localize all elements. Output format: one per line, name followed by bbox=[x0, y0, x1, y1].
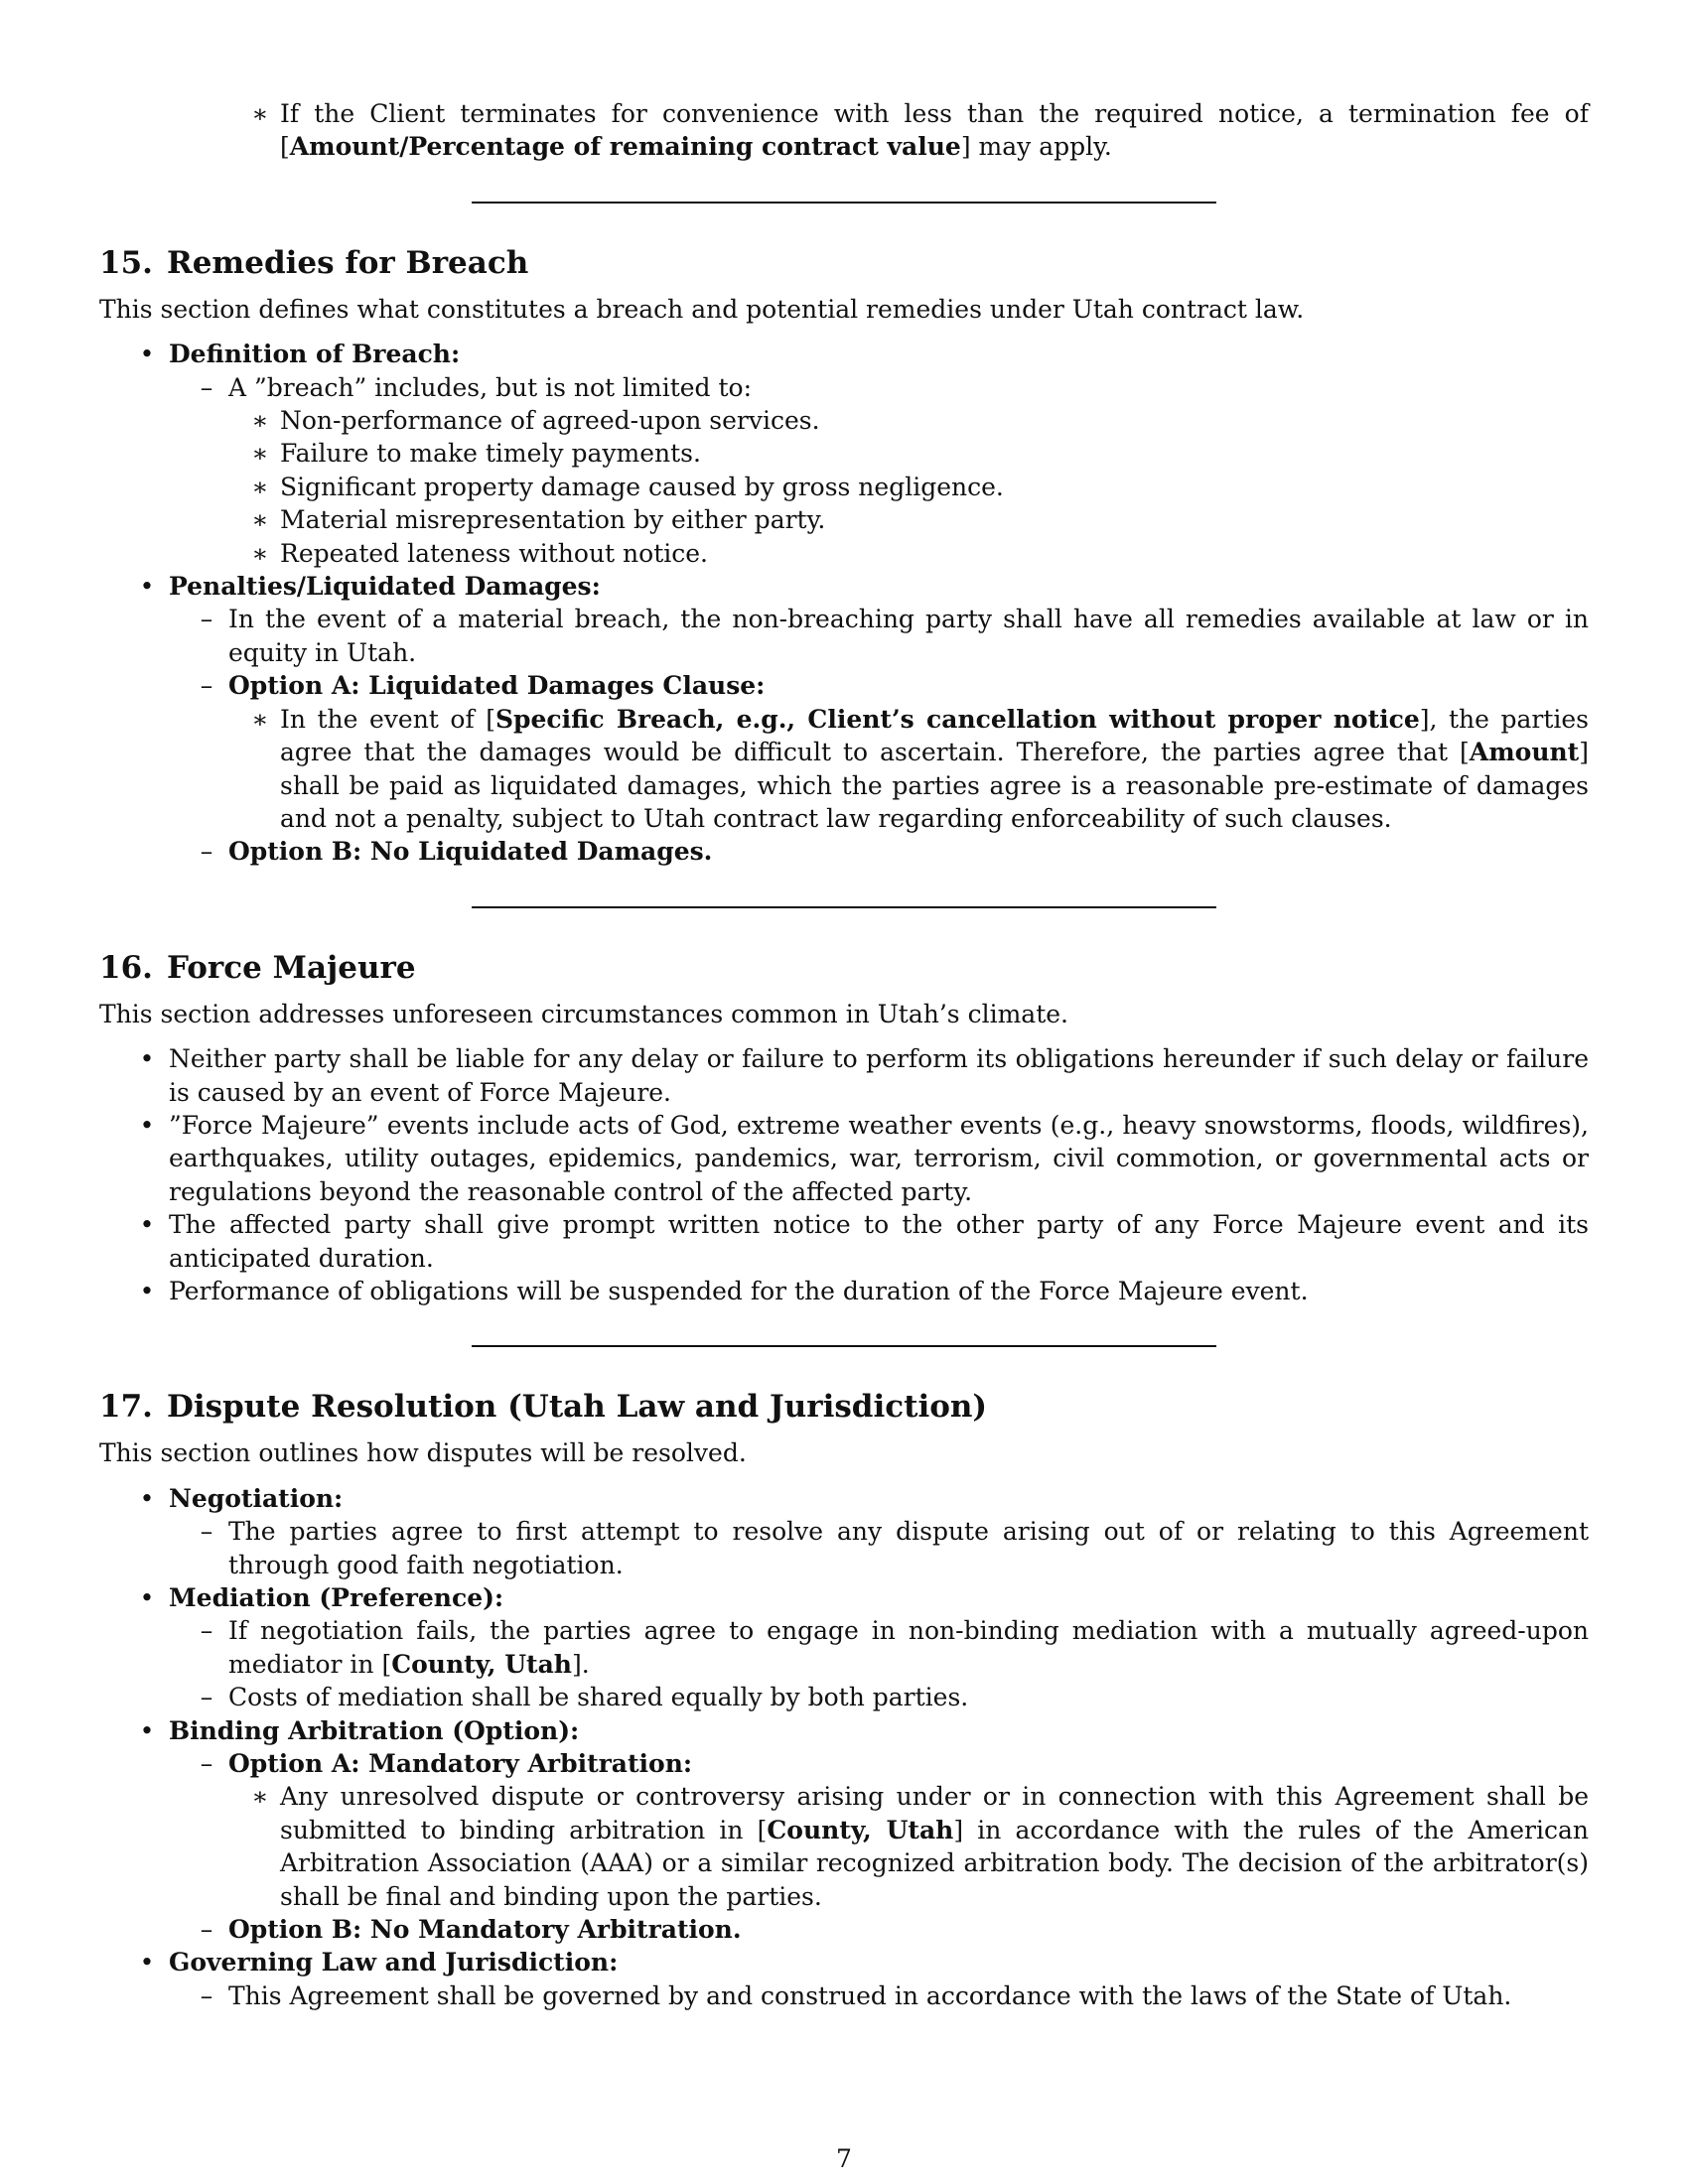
definition-of-breach-label: Definition of Breach: bbox=[169, 340, 461, 369]
asterisk-marker: ∗ bbox=[251, 439, 269, 469]
mediation-label: Mediation (Preference): bbox=[169, 1583, 504, 1612]
asterisk-marker: ∗ bbox=[251, 505, 269, 535]
bullet-marker: • bbox=[139, 1583, 155, 1612]
mediation-text: If negotiation fails, the parties agree to engage in non-binding mediation with a mutually agreed-upon mediator in [County, Utah]. bbox=[228, 1616, 1589, 1679]
list-item bbox=[99, 1515, 1589, 1581]
mediation-costs-text: Costs of mediation shall be shared equally by both parties. bbox=[228, 1683, 969, 1712]
force-majeure-item: Performance of obligations will be suspended for the duration of the Force Majeure event. bbox=[169, 1276, 1309, 1305]
list-item bbox=[99, 503, 1589, 536]
penalties-text: In the event of a material breach, the non-breaching party shall have all remedies available at law or in equity in Utah. bbox=[228, 605, 1589, 667]
termination-fee-text: If the Client terminates for convenience with less than the required notice, a termination fee of [Amount/Percentage of remaining contract value] may apply. bbox=[280, 99, 1589, 162]
bullet-marker: • bbox=[139, 1483, 155, 1513]
list-item bbox=[99, 669, 1589, 702]
asterisk-marker: ∗ bbox=[251, 538, 269, 568]
list-item bbox=[99, 1581, 1589, 1614]
penalties-label: Penalties/Liquidated Damages: bbox=[169, 572, 601, 602]
list-item bbox=[99, 1614, 1589, 1681]
section-divider bbox=[472, 1345, 1216, 1347]
option-a-label: Option A: Liquidated Damages Clause: bbox=[228, 671, 766, 701]
force-majeure-item: The affected party shall give prompt written notice to the other party of any Force Majeure event and its anticipated duration. bbox=[169, 1210, 1589, 1273]
bullet-marker: • bbox=[139, 1044, 155, 1074]
section-divider bbox=[472, 202, 1216, 204]
section-heading-17: 17. Dispute Resolution (Utah Law and Jurisdiction) bbox=[99, 1389, 988, 1426]
list-item bbox=[99, 404, 1589, 437]
asterisk-marker: ∗ bbox=[251, 1782, 269, 1812]
section-heading-16: 16. Force Majeure bbox=[99, 949, 416, 986]
dash-marker: – bbox=[200, 837, 213, 867]
list-item bbox=[99, 1681, 1589, 1713]
breach-item: Failure to make timely payments. bbox=[280, 439, 701, 469]
document-page bbox=[99, 97, 1589, 2012]
governing-law-text: This Agreement shall be governed by and construed in accordance with the laws of the State of Utah. bbox=[228, 1980, 1512, 2010]
list-item bbox=[99, 537, 1589, 570]
bullet-marker: • bbox=[139, 572, 155, 602]
list-item bbox=[99, 835, 1589, 868]
list-item bbox=[99, 1714, 1589, 1747]
list-item bbox=[99, 471, 1589, 503]
list-item bbox=[99, 1208, 1589, 1275]
list-item bbox=[99, 1946, 1589, 1979]
liquidated-damages-text: In the event of [Specific Breach, e.g., Client’s cancellation without proper notice], the parties agree that the damages would be difficult to ascertain. Therefore, the parties agree that [Amount] shall be paid as liquidated damages, which the parties agree is a reasonable pre-estimate of damages and not a penalty, subject to Utah contract law regarding enforceability of such clauses. bbox=[280, 704, 1590, 833]
asterisk-marker: ∗ bbox=[251, 99, 269, 128]
dash-marker: – bbox=[200, 1915, 213, 1945]
asterisk-marker: ∗ bbox=[251, 704, 269, 734]
dash-marker: – bbox=[200, 1616, 213, 1646]
dash-marker: – bbox=[200, 1683, 213, 1712]
list-item bbox=[99, 1747, 1589, 1780]
section-heading-15: 15. Remedies for Breach bbox=[99, 244, 529, 281]
dash-marker: – bbox=[200, 1980, 213, 2010]
dash-marker: – bbox=[200, 1749, 213, 1779]
section-intro: This section defines what constitutes a breach and potential remedies under Utah contract law. bbox=[99, 294, 1305, 324]
list-item bbox=[99, 371, 1589, 404]
arb-option-b-label: Option B: No Mandatory Arbitration. bbox=[228, 1915, 742, 1945]
list-item bbox=[99, 1042, 1589, 1109]
negotiation-label: Negotiation: bbox=[169, 1483, 344, 1513]
section-intro: This section addresses unforeseen circumstances common in Utah’s climate. bbox=[99, 999, 1068, 1028]
bullet-marker: • bbox=[139, 1715, 155, 1745]
dash-marker: – bbox=[200, 1517, 213, 1547]
section-intro: This section outlines how disputes will be resolved. bbox=[99, 1438, 747, 1468]
arb-option-a-label: Option A: Mandatory Arbitration: bbox=[228, 1749, 693, 1779]
asterisk-marker: ∗ bbox=[251, 406, 269, 436]
dash-marker: – bbox=[200, 372, 213, 402]
bullet-marker: • bbox=[139, 1948, 155, 1978]
bullet-marker: • bbox=[139, 340, 155, 369]
negotiation-text: The parties agree to first attempt to resolve any dispute arising out of or relating to this Agreement through good faith negotiation. bbox=[228, 1517, 1589, 1579]
arbitration-label: Binding Arbitration (Option): bbox=[169, 1715, 580, 1745]
dash-marker: – bbox=[200, 671, 213, 701]
breach-item: Significant property damage caused by gross negligence. bbox=[280, 472, 1004, 501]
force-majeure-item: ”Force Majeure” events include acts of God, extreme weather events (e.g., heavy snowstorms, floods, wildfires), earthquakes, utility outages, epidemics, pandemics, war, terrorism, civil commotion, or governmental acts or regulations beyond the reasonable control of the affected party. bbox=[169, 1110, 1589, 1206]
list-item bbox=[99, 1780, 1589, 1913]
bullet-marker: • bbox=[139, 1110, 155, 1140]
breach-lead-text: A ”breach” includes, but is not limited to: bbox=[228, 372, 753, 402]
list-item bbox=[99, 97, 1589, 164]
breach-item: Non-performance of agreed-upon services. bbox=[280, 406, 820, 436]
list-item bbox=[99, 1482, 1589, 1515]
arbitration-text: Any unresolved dispute or controversy arising under or in connection with this Agreement shall be submitted to binding arbitration in [County, Utah] in accordance with the rules of the American Arbitration Association (AAA) or a similar recognized arbitration body. The decision of the arbitrator(s) shall be final and binding upon the parties. bbox=[280, 1782, 1589, 1911]
breach-item: Material misrepresentation by either party. bbox=[280, 505, 826, 535]
list-item bbox=[99, 1109, 1589, 1208]
force-majeure-item: Neither party shall be liable for any delay or failure to perform its obligations hereunder if such delay or failure is caused by an event of Force Majeure. bbox=[169, 1044, 1589, 1107]
bullet-marker: • bbox=[139, 1276, 155, 1305]
list-item bbox=[99, 703, 1589, 836]
list-item bbox=[99, 338, 1589, 370]
asterisk-marker: ∗ bbox=[251, 472, 269, 501]
dash-marker: – bbox=[200, 605, 213, 634]
list-item bbox=[99, 1275, 1589, 1307]
list-item bbox=[99, 603, 1589, 669]
list-item bbox=[99, 1979, 1589, 2012]
list-item bbox=[99, 437, 1589, 470]
page-number: 7 bbox=[836, 2144, 852, 2173]
list-item bbox=[99, 1913, 1589, 1946]
breach-item: Repeated lateness without notice. bbox=[280, 538, 708, 568]
option-b-label: Option B: No Liquidated Damages. bbox=[228, 837, 713, 867]
governing-law-label: Governing Law and Jurisdiction: bbox=[169, 1948, 619, 1978]
section-divider bbox=[472, 906, 1216, 908]
list-item bbox=[99, 570, 1589, 603]
bullet-marker: • bbox=[139, 1210, 155, 1240]
